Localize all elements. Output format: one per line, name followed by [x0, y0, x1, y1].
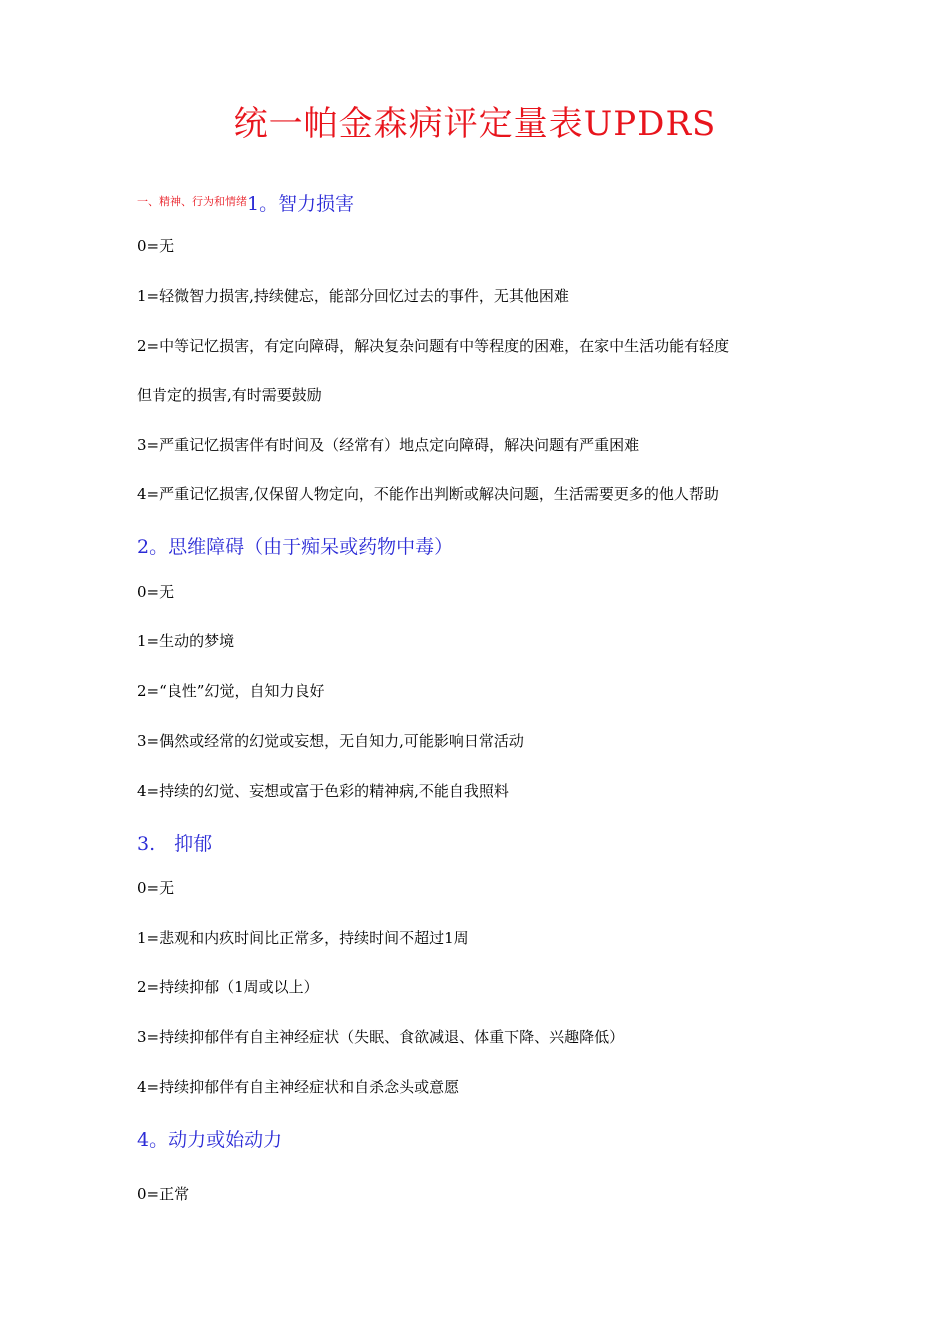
section-2-line: 1=生动的梦境	[137, 632, 235, 650]
section-2-line: 4=持续的幻觉、妄想或富于色彩的精神病,不能自我照料	[137, 782, 509, 800]
section-1-line: 1=轻微智力损害,持续健忘，能部分回忆过去的事件，无其他困难	[137, 287, 569, 305]
section-heading-3: 3. 抑郁	[137, 833, 213, 855]
section-3-line: 3=持续抑郁伴有自主神经症状（失眠、食欲减退、体重下降、兴趣降低）	[137, 1028, 625, 1046]
section-1-line: 0=无	[137, 237, 175, 255]
section-3-line: 0=无	[137, 879, 175, 897]
section-3-line: 2=持续抑郁（1周或以上）	[137, 978, 319, 996]
section-2-line: 3=偶然或经常的幻觉或妄想，无自知力,可能影响日常活动	[137, 732, 524, 750]
section-heading-2: 2。思维障碍（由于痴呆或药物中毒）	[137, 536, 454, 558]
section-1-line: 2=中等记忆损害，有定向障碍，解决复杂问题有中等程度的困难，在家中生活功能有轻度	[137, 337, 730, 355]
section-3-line: 1=悲观和内疚时间比正常多，持续时间不超过1周	[137, 929, 469, 947]
document-title: 统一帕金森病评定量表UPDRS	[233, 104, 717, 144]
section-3-line: 4=持续抑郁伴有自主神经症状和自杀念头或意愿	[137, 1078, 460, 1096]
part-label: 一、精神、行为和情绪	[137, 195, 247, 208]
section-1-line: 但肯定的损害,有时需要鼓励	[137, 386, 322, 404]
section-4-line: 0=正常	[137, 1185, 190, 1203]
section-1-line: 4=严重记忆损害,仅保留人物定向，不能作出判断或解决问题，生活需要更多的他人帮助	[137, 485, 719, 503]
section-heading-1	[137, 188, 354, 218]
section-heading-1-text: 1。智力损害	[247, 193, 355, 215]
section-heading-4: 4。动力或始动力	[137, 1129, 283, 1151]
section-1-line: 3=严重记忆损害伴有时间及（经常有）地点定向障碍，解决问题有严重困难	[137, 436, 640, 454]
section-2-line: 2=“良性”幻觉，自知力良好	[137, 682, 325, 700]
section-2-line: 0=无	[137, 583, 175, 601]
